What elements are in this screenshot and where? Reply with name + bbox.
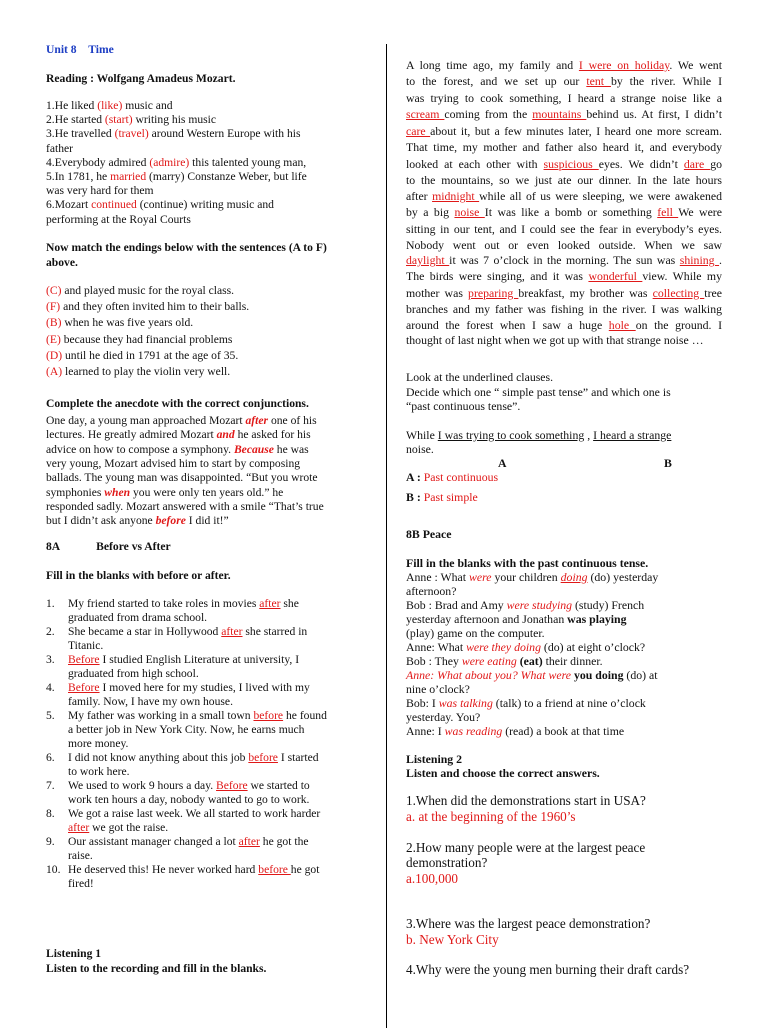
story-text: to the mountains, so we just ate our dinner. In the late hours <box>406 173 722 187</box>
question-3: 3.Where was the largest peace demonstration? <box>406 916 651 931</box>
item-text: raise. <box>68 849 93 862</box>
story-text: mother was <box>406 286 469 300</box>
dialogue-text: you doing <box>571 668 624 682</box>
story-text: tree <box>704 286 722 300</box>
item-text: Our assistant manager changed a lot <box>68 835 239 848</box>
story-line <box>406 318 722 332</box>
dialogue-text: (do) at <box>623 668 658 682</box>
item-line <box>46 779 310 793</box>
column-label-b: B <box>664 456 672 470</box>
item-text: work ten hours a day, nobody wanted to go to work. <box>68 793 310 806</box>
story-text: by the river. While I <box>610 74 723 88</box>
item-line <box>46 667 199 681</box>
fill-heading: Fill in the blanks with before or after. <box>46 569 231 582</box>
item-line <box>46 793 309 807</box>
dialogue-text: their dinner. <box>542 654 603 668</box>
reading-answer: (start) <box>104 113 133 127</box>
story-answer: care <box>406 124 431 138</box>
item-answer: before <box>253 709 284 722</box>
reading-text: (marry) Constanze Weber, but life <box>146 170 307 183</box>
reading-line <box>46 170 307 184</box>
listening2-instruction: Listen and choose the correct answers. <box>406 766 600 780</box>
item-line <box>46 611 207 625</box>
dialogue-text: Anne: I <box>406 724 445 738</box>
story-answer: hole <box>608 318 636 332</box>
dialogue-text: (read) a book at that time <box>502 724 625 738</box>
match-item <box>46 300 249 314</box>
item-line <box>46 653 299 667</box>
clause-instruction-line: “past continuous tense”. <box>406 399 521 413</box>
match-text: because they had financial problems <box>60 332 233 346</box>
question-2: 2.How many people were at the largest peace <box>406 840 646 855</box>
match-item <box>46 365 230 379</box>
item-number: 9. <box>46 835 55 848</box>
reading-line <box>46 127 301 141</box>
story-answer: scream <box>406 107 445 121</box>
match-text: learned to play the violin very well. <box>62 365 231 378</box>
reading-text: 6.Mozart <box>46 198 92 212</box>
dialogue-text: (talk) to a friend at nine o’clock <box>492 696 646 710</box>
dialogue-line <box>406 668 658 682</box>
dialogue-text: yesterday. You? <box>406 710 481 724</box>
story-text: about it, but a few minutes later, I heard one more scream. <box>430 124 723 138</box>
while-sentence-end: noise. <box>406 442 434 456</box>
story-text: it was 7 o’clock in the morning. The sun was <box>449 253 680 267</box>
story-text: It was like a bomb or something <box>484 205 658 219</box>
match-text: until he died in 1791 at the age of 35. <box>62 348 239 362</box>
dialogue-line <box>406 584 456 598</box>
dialogue-text: (do) yesterday <box>587 570 659 584</box>
reading-line <box>46 184 154 198</box>
reading-line <box>46 113 216 127</box>
reading-text: performing at the Royal Courts <box>46 212 191 226</box>
item-line <box>46 695 233 709</box>
item-line <box>46 835 309 849</box>
peace-heading: Fill in the blanks with the past continuous tense. <box>406 556 649 570</box>
dialogue-line <box>406 598 644 612</box>
section-heading-8a <box>46 540 171 554</box>
dialogue-text: Bob : Brad and Amy <box>406 598 507 612</box>
dialogue-line <box>406 654 603 668</box>
anecdote-text: responded sadly. Mozart answered with a smile “That’s true <box>46 499 324 513</box>
reading-text: around Western Europe with his <box>148 127 301 141</box>
item-text: He deserved this! He never worked hard <box>68 863 259 876</box>
item-line <box>46 821 168 835</box>
conjunction-answer: before <box>155 514 186 528</box>
story-answer: shining <box>679 253 720 267</box>
conjunction-answer: when <box>104 485 131 499</box>
dialogue-text: (do) at eight o’clock? <box>540 640 646 654</box>
match-text: and played music for the royal class. <box>61 284 235 297</box>
dialogue-answer: were eating <box>461 654 517 668</box>
story-line <box>406 333 722 347</box>
story-text: . We went <box>669 58 722 72</box>
item-number: 8. <box>46 807 55 820</box>
anecdote-line <box>46 471 318 485</box>
story-answer: daylight <box>406 253 450 267</box>
item-text: graduated from high school. <box>68 667 199 680</box>
item-answer: after <box>259 597 281 610</box>
anecdote-text: but I didn’t ask anyone <box>46 514 156 528</box>
question-4: 4.Why were the young men burning their draft cards? <box>406 962 690 977</box>
item-text: My friend started to take roles in movies <box>68 597 260 610</box>
dialogue-answer: were studying <box>506 598 573 612</box>
match-item <box>46 284 234 298</box>
answer-a: A : Past continuous <box>406 470 499 484</box>
item-text: graduated from drama school. <box>68 611 208 624</box>
item-line <box>46 863 319 877</box>
reading-line <box>46 213 191 227</box>
question-1: 1.When did the demonstrations start in USA? <box>406 793 646 808</box>
reading-answer: (travel) <box>114 127 149 141</box>
match-letter: (D) <box>46 348 63 362</box>
story-text: go <box>710 157 723 171</box>
dialogue-line <box>406 640 645 654</box>
conjunction-answer: Because <box>233 442 274 456</box>
story-text: looked at each other with <box>406 157 544 171</box>
unit-number: Unit 8 <box>46 43 77 56</box>
story-line <box>406 107 722 121</box>
story-text: The birds were singing, and it was <box>406 269 589 283</box>
story-answer: mountains <box>532 107 587 121</box>
dialogue-text: Anne: What <box>406 640 467 654</box>
story-text: by a big <box>406 205 455 219</box>
story-text: We were <box>678 205 722 219</box>
item-text: we got the raise. <box>89 821 169 834</box>
dialogue-text: was playing <box>567 612 627 626</box>
dialogue-text: Anne : What <box>406 570 470 584</box>
anecdote-text: advice on how to compose a symphony. <box>46 442 234 456</box>
story-answer: wonderful <box>588 269 643 283</box>
reading-line <box>46 99 173 113</box>
item-text: I moved here for my studies, I lived with my <box>99 681 310 694</box>
reading-text: 2.He started <box>46 113 105 127</box>
match-letter: (E) <box>46 332 61 346</box>
item-line <box>46 597 299 611</box>
clause-instruction-line: Look at the underlined clauses. <box>406 370 554 384</box>
story-text: . <box>719 253 722 267</box>
item-answer: Before <box>68 653 100 666</box>
anecdote-text: he was <box>273 442 309 456</box>
unit-heading <box>46 43 114 57</box>
story-text: A long time ago, my family and <box>406 58 579 72</box>
item-text: We got a raise last week. We all started to work harder <box>68 807 321 820</box>
reading-text: music and <box>122 99 173 112</box>
dialogue-answer: was talking <box>438 696 493 710</box>
clause-b: I heard a strange <box>593 428 672 442</box>
anecdote-heading: Complete the anecdote with the correct conjunctions. <box>46 397 309 410</box>
question-2-cont: demonstration? <box>406 855 488 870</box>
item-line <box>46 807 320 821</box>
story-text: eyes. We didn’t <box>598 157 684 171</box>
anecdote-text: symphonies <box>46 485 105 499</box>
item-text: she starred in <box>242 625 308 638</box>
conjunction-answer: and <box>216 428 235 442</box>
listening2-title: Listening 2 <box>406 752 463 766</box>
reading-text: 4.Everybody admired <box>46 155 150 169</box>
item-answer: after <box>68 821 90 834</box>
column-label-a: A <box>498 456 507 470</box>
story-text: on the ground. I <box>635 318 722 332</box>
story-line <box>406 124 722 138</box>
reading-text: (continue) writing music and <box>136 198 274 212</box>
dialogue-answer: was reading <box>444 724 503 738</box>
item-line <box>46 849 93 863</box>
dialogue-answer: doing <box>560 570 588 584</box>
story-line <box>406 222 722 236</box>
item-number: 6. <box>46 751 55 764</box>
dialogue-text: nine o’clock? <box>406 682 470 696</box>
reading-answer: continued <box>91 198 137 212</box>
clause-a: I was trying to cook something <box>437 428 585 442</box>
item-number: 3. <box>46 653 55 666</box>
story-text: thought of last night when we got up with that strange noise … <box>406 333 704 347</box>
reading-text: writing his music <box>132 113 217 127</box>
item-number: 2. <box>46 625 55 638</box>
story-answer: midnight <box>432 189 480 203</box>
item-answer: Before <box>68 681 100 694</box>
story-line <box>406 286 722 300</box>
item-answer: before <box>258 863 291 876</box>
reading-text: 1.He liked <box>46 99 98 112</box>
item-text: she <box>280 597 299 610</box>
item-text: a better job in New York City. Now, he earns much <box>68 723 305 736</box>
match-letter: (A) <box>46 365 63 378</box>
story-line <box>406 140 722 154</box>
match-letter: (F) <box>46 300 61 314</box>
match-item <box>46 333 232 347</box>
match-letter: (C) <box>46 284 62 297</box>
item-text: we started to <box>247 779 310 792</box>
story-text: view. While my <box>642 269 722 283</box>
story-text: That time, my mother and father also heard it, and everybody <box>406 140 722 154</box>
item-number: 7. <box>46 779 55 792</box>
item-text: fired! <box>68 877 94 890</box>
story-line <box>406 269 722 283</box>
anecdote-text: lectures. He greatly admired Mozart <box>46 428 217 442</box>
item-line <box>46 723 304 737</box>
unit-name: Time <box>88 43 114 56</box>
section-number: 8A <box>46 540 61 553</box>
story-line <box>406 189 722 203</box>
story-line <box>406 302 722 316</box>
story-text: coming from the <box>444 107 533 121</box>
while-sentence: While I was trying to cook something , I heard a strange <box>406 428 672 442</box>
story-text: breakfast, my brother was <box>518 286 653 300</box>
story-line <box>406 205 722 219</box>
anecdote-line <box>46 414 317 428</box>
anecdote-line <box>46 514 229 528</box>
item-answer: after <box>221 625 243 638</box>
item-answer: Before <box>216 779 248 792</box>
reading-text: 3.He travelled <box>46 127 115 141</box>
anecdote-line <box>46 443 309 457</box>
item-text: family. Now, I have my own house. <box>68 695 233 708</box>
column-divider <box>386 44 387 1028</box>
reading-text: was very hard for them <box>46 184 154 198</box>
story-text: while all of us were sleeping, we were awakened <box>479 189 722 203</box>
story-answer: noise <box>454 205 485 219</box>
item-line <box>46 709 327 723</box>
item-line <box>46 681 310 695</box>
reading-text: 5.In 1781, he <box>46 170 111 183</box>
story-answer: suspicious <box>543 157 599 171</box>
dialogue-answer: were <box>469 570 492 584</box>
dialogue-line <box>406 682 470 696</box>
story-line <box>406 238 722 252</box>
story-text: branches and my father was fishing in the river. I was walking <box>406 302 722 316</box>
item-text: I started <box>277 751 319 764</box>
anecdote-line <box>46 486 283 500</box>
anecdote-text: One day, a young man approached Mozart <box>46 414 246 427</box>
dialogue-line <box>406 570 658 584</box>
reading-answer: married <box>110 170 147 183</box>
dialogue-line <box>406 710 480 724</box>
answer-b: B : Past simple <box>406 490 478 504</box>
anecdote-text: very young, Mozart advised him to start by composing <box>46 456 301 470</box>
story-answer: I were on holiday <box>578 58 670 72</box>
item-number: 5. <box>46 709 55 722</box>
item-line <box>46 765 130 779</box>
listening1-instruction: Listen to the recording and fill in the blanks. <box>46 962 267 975</box>
dialogue-text: afternoon? <box>406 584 457 598</box>
answer-3: b. New York City <box>406 932 499 947</box>
story-answer: preparing <box>468 286 519 300</box>
story-answer: tent <box>586 74 611 88</box>
dialogue-text: (study) French <box>572 598 645 612</box>
dialogue-line <box>406 724 624 738</box>
match-letter: (B) <box>46 316 62 330</box>
item-text: to work here. <box>68 765 130 778</box>
listening1-title: Listening 1 <box>46 947 102 960</box>
item-number: 1. <box>46 597 55 610</box>
item-text: I did not know anything about this job <box>68 751 249 764</box>
match-text: and they often invited him to their balls. <box>60 300 250 314</box>
anecdote-line <box>46 428 311 442</box>
match-item <box>46 349 238 363</box>
item-text: more money. <box>68 737 129 750</box>
reading-line <box>46 142 73 156</box>
dialogue-line <box>406 626 545 640</box>
story-text: around the forest when I saw a huge <box>406 318 609 332</box>
anecdote-text: he asked for his <box>234 428 311 442</box>
section-name: Before vs After <box>96 540 171 553</box>
reading-answer: (like) <box>97 99 123 112</box>
dialogue-answer: were they doing <box>466 640 541 654</box>
match-heading-line: Now match the endings below with the sentences (A to F) <box>46 241 327 254</box>
story-text: to the forest, and we set up our <box>406 74 587 88</box>
reading-text: father <box>46 141 74 155</box>
story-line <box>406 157 722 171</box>
dialogue-text: Bob: I <box>406 696 439 710</box>
dialogue-line <box>406 612 627 626</box>
story-line <box>406 58 722 72</box>
story-text: after <box>406 189 433 203</box>
dialogue-text: Bob : They <box>406 654 462 668</box>
story-line <box>406 91 722 105</box>
item-line <box>46 639 103 653</box>
story-line <box>406 253 722 267</box>
item-line <box>46 751 319 765</box>
story-text: behind us. At first, I didn’t <box>586 107 722 121</box>
story-answer: collecting <box>652 286 705 300</box>
item-number: 4. <box>46 681 55 694</box>
match-heading-line: above. <box>46 255 78 269</box>
dialogue-text: your children <box>491 570 561 584</box>
reading-line <box>46 198 274 212</box>
clause-instruction-line: Decide which one “ simple past tense” and which one is <box>406 384 671 399</box>
reading-text: this talented young man, <box>189 155 307 169</box>
story-line <box>406 173 722 187</box>
anecdote-text: you were only ten years old.” he <box>130 485 284 499</box>
story-line <box>406 74 722 88</box>
item-text: he got the <box>259 835 309 848</box>
dialogue-text: (eat) <box>516 654 543 668</box>
answer-2: a.100,000 <box>406 871 459 886</box>
peace-title: 8B Peace <box>406 527 452 541</box>
item-text: he got <box>290 863 320 876</box>
answer-1: a. at the beginning of the 1960’s <box>406 809 576 824</box>
item-text: We used to work 9 hours a day. <box>68 779 217 792</box>
anecdote-text: one of his <box>268 414 317 427</box>
item-number: 10. <box>46 863 61 876</box>
dialogue-line <box>406 696 646 710</box>
match-item <box>46 316 193 330</box>
dialogue-text: yesterday afternoon and Jonathan <box>406 612 568 626</box>
conjunction-answer: after <box>245 414 269 427</box>
reading-answer: (admire) <box>149 155 190 169</box>
story-text: sitting in our tent, and I could see the fear in everybody’s eyes. <box>406 222 722 236</box>
item-text: My father was working in a small town <box>68 709 254 722</box>
reading-title: Reading : Wolfgang Amadeus Mozart. <box>46 72 236 85</box>
story-text: Nobody went out or even looked outside. When we saw <box>406 238 722 252</box>
story-answer: dare <box>683 157 711 171</box>
item-text: I studied English Literature at university, I <box>99 653 300 666</box>
item-text: he found <box>283 709 327 722</box>
anecdote-line <box>46 457 300 471</box>
story-answer: fell <box>657 205 679 219</box>
item-text: She became a star in Hollywood <box>68 625 222 638</box>
match-text: when he was five years old. <box>61 316 194 330</box>
story-text: was trying to cook something, I heard a strange noise like a <box>406 91 722 105</box>
dialogue-answer: Anne: What about you? What were <box>406 668 572 682</box>
anecdote-text: ballads. The young man was disappointed. “But you wrote <box>46 471 318 485</box>
item-answer: after <box>238 835 260 848</box>
dialogue-text: (play) game on the computer. <box>406 626 545 640</box>
item-line <box>46 877 94 891</box>
item-text: Titanic. <box>68 639 104 652</box>
item-line <box>46 737 128 751</box>
item-answer: before <box>248 751 278 764</box>
item-line <box>46 625 307 639</box>
anecdote-line <box>46 500 324 514</box>
reading-line <box>46 156 306 170</box>
anecdote-text: I did it!” <box>185 514 229 528</box>
